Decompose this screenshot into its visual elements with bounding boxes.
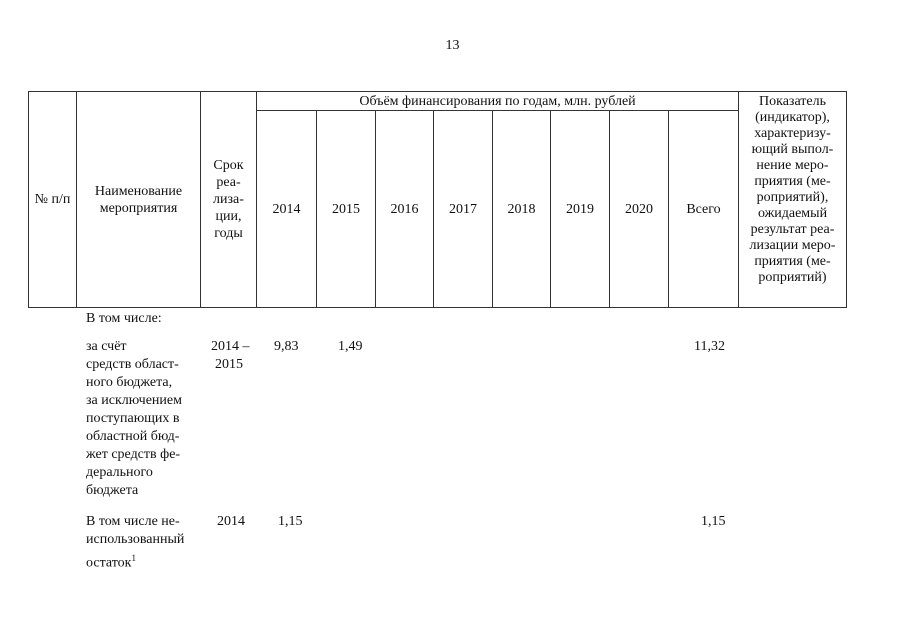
header-term-cell: Срок реа-лиза-ции, годы: [201, 92, 257, 308]
unused-balance-name-line1: В том числе не-: [86, 514, 180, 529]
unused-balance-name: [86, 513, 198, 573]
regional-budget-name-line: средств област-: [86, 357, 179, 372]
unused-balance-name-line3: [86, 549, 198, 573]
header-year-2020: 2020: [610, 111, 669, 308]
including-label: В том числе:: [86, 311, 162, 326]
regional-budget-term-line1: 2014 –: [211, 339, 250, 354]
regional-budget-name: [86, 338, 198, 500]
unused-balance-term: 2014: [217, 514, 245, 529]
financing-table-header: [28, 91, 847, 308]
header-year-2018: 2018: [493, 111, 551, 308]
regional-budget-name-line: областной бюд-: [86, 429, 180, 444]
regional-budget-term: [211, 338, 250, 374]
regional-budget-name-line: за счёт: [86, 339, 127, 354]
unused-balance-name-line2: использованный: [86, 532, 185, 547]
regional-budget-term-line2: 2015: [215, 357, 243, 372]
regional-budget-name-line: бюджета: [86, 483, 139, 498]
regional-budget-name-line: ного бюджета,: [86, 375, 173, 390]
header-indicator-cell: Показатель (индикатор), характеризу-ющий выпол-нение меро-приятия (ме-роприятий), ожидаемый результат реа-лизации меро-приятия (ме-роприятий): [739, 92, 847, 308]
header-year-2016: 2016: [376, 111, 434, 308]
page-number: 13: [445, 38, 460, 53]
header-year-2019: 2019: [551, 111, 610, 308]
header-year-2015: 2015: [317, 111, 376, 308]
regional-budget-name-line: поступающих в: [86, 411, 180, 426]
regional-budget-2015-value: 1,49: [338, 339, 363, 354]
regional-budget-name-line: жет средств фе-: [86, 447, 181, 462]
unused-balance-total-value: 1,15: [701, 514, 726, 529]
header-name-cell: Наименование мероприятия: [77, 92, 201, 308]
unused-balance-name-text: остаток: [86, 555, 132, 571]
footnote-marker: 1: [131, 553, 136, 563]
header-number-cell: № п/п: [29, 92, 77, 308]
regional-budget-name-line: за исключением: [86, 393, 182, 408]
regional-budget-name-line: дерального: [86, 465, 153, 480]
header-year-2014: 2014: [257, 111, 317, 308]
unused-balance-2014-value: 1,15: [278, 514, 303, 529]
header-financing-cell: Объём финансирования по годам, млн. рублей: [257, 92, 739, 111]
header-total: Всего: [669, 111, 739, 308]
regional-budget-2014-value: 9,83: [274, 339, 299, 354]
header-year-2017: 2017: [434, 111, 493, 308]
regional-budget-total-value: 11,32: [694, 339, 725, 354]
